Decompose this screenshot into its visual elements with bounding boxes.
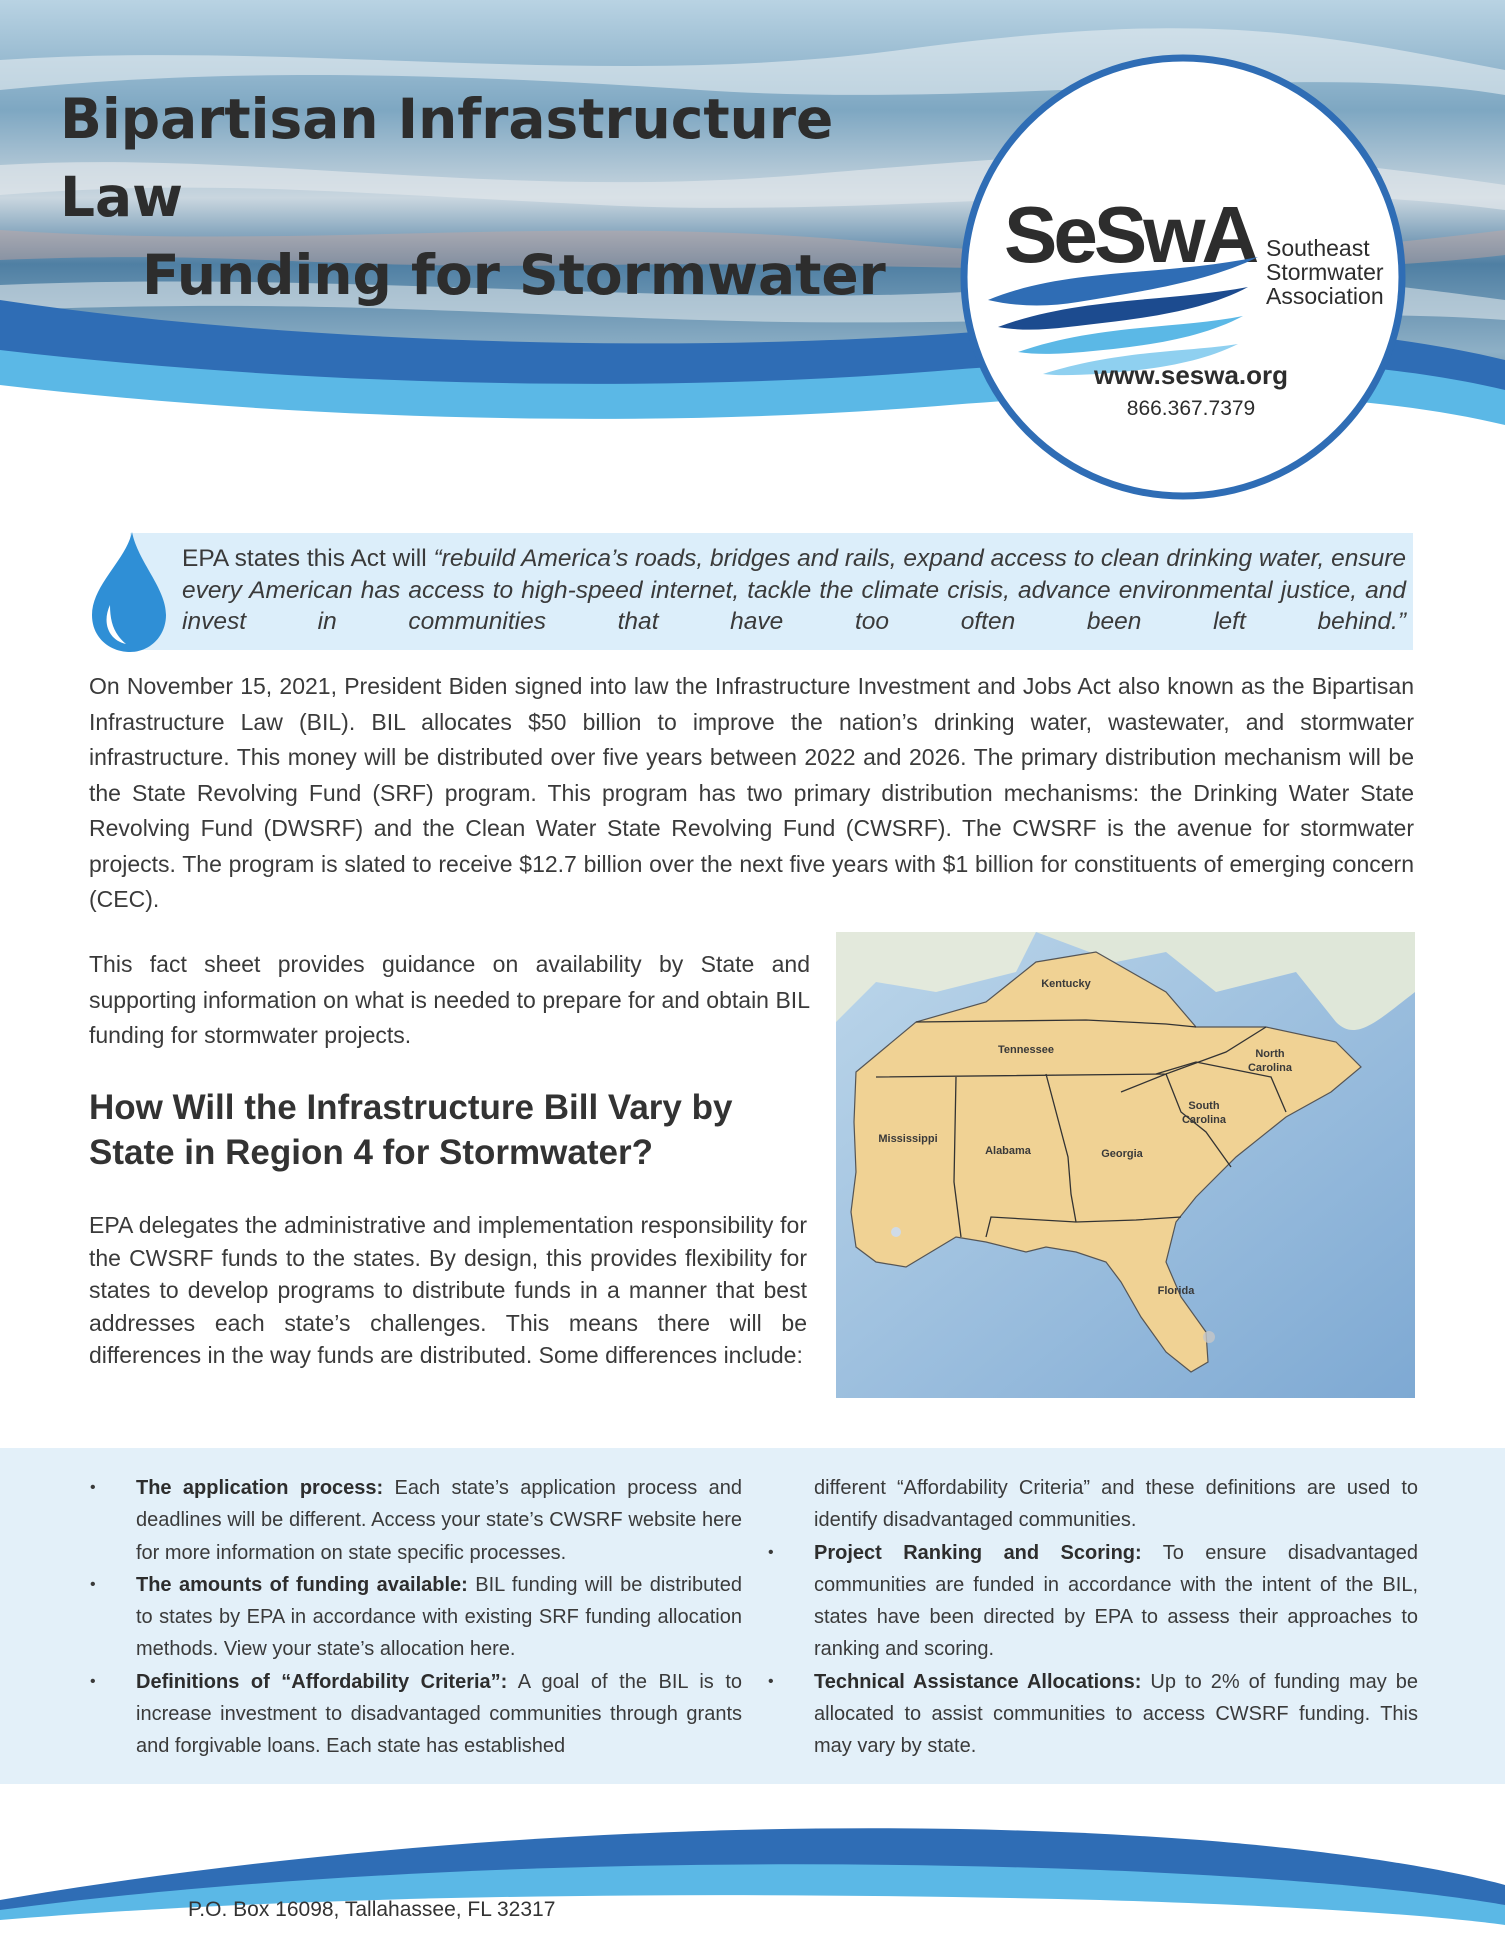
bullet-affordability-criteria-continued: different “Affordability Criteria” and these definitions are used to identify disadvantaged communities. xyxy=(814,1477,1418,1532)
bullet-text: A goal of the BIL is to increase investment to disadvantaged communities through grants and forgivable loans. Each state has established xyxy=(136,1670,742,1758)
body-paragraph-1: On November 15, 2021, President Biden signed into law the Infrastructure Investment and Jobs Act also known as the Bipartisan Infrastructure Law (BIL). BIL allocates $50 billion to improve the nation’s drinking water, wastewater, and stormwater infrastructure. This money will be distributed over five years between 2022 and 2026. The primary distribution mechanism will be the State Revolving Fund (SRF) program. This program has two primary distribution mechanisms: the Drinking Water State Revolving Fund (DWSRF) and the Clean Water State Revolving Fund (CWSRF). The CWSRF is the avenue for stormwater projects. The program is slated to receive $12.7 billion over the next five years with $1 billion for constituents of emerging concern (CEC). xyxy=(89,673,1414,912)
bullet-title: Project Ranking and Scoring: xyxy=(814,1541,1142,1564)
bullet-application-process xyxy=(88,1472,742,1569)
bullet-title: The amounts of funding available: xyxy=(136,1573,468,1596)
map-label-south-carolina-1: South xyxy=(1188,1100,1220,1112)
water-drop-icon xyxy=(86,530,168,654)
map-label-tennessee: Tennessee xyxy=(997,1044,1055,1056)
intro-quote-text: “rebuild America’s roads, bridges and rails, expand access to clean drinking water, ensure every American has access to high-speed internet, tackle the climate crisis, advance environmental justice, and invest in communities that have too often been left behind.” xyxy=(182,545,1407,635)
map-label-north-carolina-2: Carolina xyxy=(1247,1062,1293,1074)
title-line-1: Bipartisan Infrastructure Law xyxy=(60,87,834,229)
bullet-text: BIL funding will be distributed to states by EPA in accordance with existing SRF funding allocation methods. View your state’s allocation here. xyxy=(136,1573,742,1661)
body-paragraph-3: EPA delegates the administrative and implementation responsibility for the CWSRF funds to the states. By design, this provides flexibility for states to develop programs to distribute funds in a manner that best addresses each state’s challenges. This means there will be differences in the way funds are distributed. Some differences include: xyxy=(89,1212,807,1368)
bullet-text: To ensure disadvantaged communities are funded in accordance with the intent of the BIL, states have been directed by EPA to assess their approaches to ranking and scoring. xyxy=(814,1541,1418,1661)
map-label-mississippi: Mississippi xyxy=(878,1133,938,1145)
bullet-affordability-criteria xyxy=(88,1666,742,1763)
bullet-column-left xyxy=(88,1472,742,1763)
bullet-title: Definitions of “Affordability Criteria”: xyxy=(136,1670,508,1693)
map-label-south-carolina-2: Carolina xyxy=(1181,1114,1227,1126)
logo-org-line-2: Stormwater xyxy=(1266,259,1384,285)
seswa-logo-badge xyxy=(958,52,1408,502)
logo-wordmark: SeSwA xyxy=(1004,190,1256,279)
map-label-kentucky: Kentucky xyxy=(1041,978,1091,990)
map-label-north-carolina-1: North xyxy=(1255,1048,1285,1060)
bullet-title: Technical Assistance Allocations: xyxy=(814,1670,1142,1693)
bullet-funding-amounts xyxy=(88,1569,742,1666)
bullet-technical-assistance xyxy=(766,1666,1418,1763)
bullet-title: The application process: xyxy=(136,1477,384,1499)
section-heading: How Will the Infrastructure Bill Vary by State in Region 4 for Stormwater? xyxy=(89,1088,733,1172)
phone-number: 866.367.7379 xyxy=(1126,397,1256,420)
logo-org-line-3: Association xyxy=(1266,283,1384,309)
bullet-project-ranking xyxy=(766,1537,1418,1666)
website-link[interactable]: www.seswa.org xyxy=(1093,360,1289,390)
footer-address: P.O. Box 16098, Tallahassee, FL 32317 xyxy=(188,1898,556,1921)
body-paragraph-2: This fact sheet provides guidance on availability by State and supporting information on what is needed to prepare for and obtain BIL funding for stormwater projects. xyxy=(89,951,810,1048)
intro-lead: EPA states this Act will xyxy=(182,545,434,572)
map-label-florida: Florida xyxy=(1157,1285,1195,1297)
region-4-map xyxy=(836,932,1415,1398)
footer-wave xyxy=(0,1800,1505,1947)
page-title xyxy=(60,80,960,314)
map-label-alabama: Alabama xyxy=(985,1145,1031,1157)
bullet-text: Each state’s application process and deadlines will be different. Access your state’s CWSRF website here for more information on state specific processes. xyxy=(136,1477,742,1564)
intro-quote xyxy=(182,543,1406,638)
logo-org-line-1: Southeast xyxy=(1266,235,1370,261)
title-line-2: Funding for Stormwater xyxy=(142,243,886,307)
bullet-column-right xyxy=(766,1472,1418,1763)
map-label-georgia: Georgia xyxy=(1101,1148,1143,1160)
bullet-text: Up to 2% of funding may be allocated to assist communities to access CWSRF funding. This may vary by state. xyxy=(814,1670,1419,1758)
